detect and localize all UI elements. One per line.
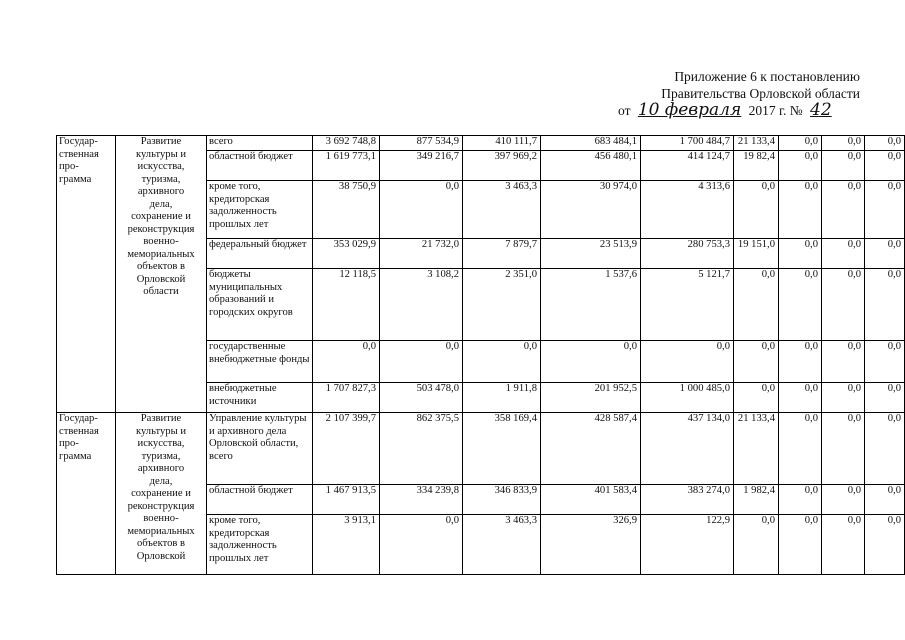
amount-cell: 503 478,0	[380, 383, 463, 413]
handwritten-date: 10 февраля	[637, 100, 742, 120]
amount-cell: 0,0	[865, 239, 905, 269]
header-line-2: Правительства Орловской области	[661, 86, 860, 101]
amount-cell: 0,0	[734, 515, 779, 575]
amount-cell: 1 982,4	[734, 485, 779, 515]
amount-cell: 0,0	[822, 151, 865, 181]
amount-cell: 0,0	[865, 413, 905, 485]
amount-cell: 877 534,9	[380, 136, 463, 151]
funding-source-cell: областной бюджет	[207, 151, 313, 181]
amount-cell: 353 029,9	[313, 239, 380, 269]
amount-cell: 0,0	[380, 341, 463, 383]
amount-cell: 122,9	[641, 515, 734, 575]
amount-cell: 0,0	[734, 181, 779, 239]
amount-cell: 12 118,5	[313, 269, 380, 341]
amount-cell: 437 134,0	[641, 413, 734, 485]
amount-cell: 0,0	[822, 383, 865, 413]
amount-cell: 30 974,0	[541, 181, 641, 239]
amount-cell: 21 133,4	[734, 136, 779, 151]
amount-cell: 2 351,0	[463, 269, 541, 341]
amount-cell: 0,0	[865, 269, 905, 341]
funding-source-cell: кроме того, кредиторская задолженность прошлых лет	[207, 515, 313, 575]
amount-cell: 0,0	[779, 413, 822, 485]
amount-cell: 349 216,7	[380, 151, 463, 181]
amount-cell: 862 375,5	[380, 413, 463, 485]
amount-cell: 19 151,0	[734, 239, 779, 269]
amount-cell: 414 124,7	[641, 151, 734, 181]
amount-cell: 401 583,4	[541, 485, 641, 515]
amount-cell: 410 111,7	[463, 136, 541, 151]
amount-cell: 3 108,2	[380, 269, 463, 341]
amount-cell: 0,0	[313, 341, 380, 383]
funding-source-cell: государственные внебюджетные фонды	[207, 341, 313, 383]
amount-cell: 0,0	[865, 485, 905, 515]
amount-cell: 0,0	[779, 485, 822, 515]
funding-source-cell: внебюджетные источники	[207, 383, 313, 413]
funding-source-cell: областной бюджет	[207, 485, 313, 515]
amount-cell: 0,0	[865, 515, 905, 575]
amount-cell: 0,0	[865, 181, 905, 239]
amount-cell: 21 732,0	[380, 239, 463, 269]
table-row	[57, 136, 905, 151]
amount-cell: 0,0	[779, 383, 822, 413]
amount-cell: 0,0	[779, 136, 822, 151]
amount-cell: 23 513,9	[541, 239, 641, 269]
amount-cell: 0,0	[734, 341, 779, 383]
amount-cell: 0,0	[779, 269, 822, 341]
amount-cell: 383 274,0	[641, 485, 734, 515]
amount-cell: 0,0	[822, 485, 865, 515]
amount-cell: 0,0	[822, 515, 865, 575]
amount-cell: 2 107 399,7	[313, 413, 380, 485]
budget-table	[56, 135, 905, 575]
funding-source-cell: Управление культуры и архивного дела Орловской области, всего	[207, 413, 313, 485]
amount-cell: 21 133,4	[734, 413, 779, 485]
amount-cell: 0,0	[380, 181, 463, 239]
amount-cell: 280 753,3	[641, 239, 734, 269]
amount-cell: 201 952,5	[541, 383, 641, 413]
amount-cell: 19 82,4	[734, 151, 779, 181]
amount-cell: 0,0	[641, 341, 734, 383]
funding-source-cell: федеральный бюджет	[207, 239, 313, 269]
amount-cell: 0,0	[822, 341, 865, 383]
amount-cell: 0,0	[734, 383, 779, 413]
amount-cell: 5 121,7	[641, 269, 734, 341]
amount-cell: 0,0	[779, 515, 822, 575]
amount-cell: 0,0	[541, 341, 641, 383]
table-body	[57, 136, 905, 575]
amount-cell: 0,0	[779, 181, 822, 239]
program-type-cell: Государ- ственная про- грамма	[57, 136, 116, 413]
program-type-cell: Государ- ственная про- грамма	[57, 413, 116, 575]
amount-cell: 0,0	[779, 151, 822, 181]
handwritten-number: 42	[810, 100, 832, 120]
document-header	[560, 68, 860, 119]
amount-cell: 0,0	[822, 269, 865, 341]
amount-cell: 0,0	[822, 181, 865, 239]
amount-cell: 1 467 913,5	[313, 485, 380, 515]
amount-cell: 0,0	[463, 341, 541, 383]
date-prefix: от	[618, 103, 631, 118]
amount-cell: 0,0	[779, 341, 822, 383]
amount-cell: 0,0	[779, 239, 822, 269]
amount-cell: 4 313,6	[641, 181, 734, 239]
amount-cell: 1 000 485,0	[641, 383, 734, 413]
funding-source-cell: кроме того, кредиторская задолженность прошлых лет	[207, 181, 313, 239]
amount-cell: 456 480,1	[541, 151, 641, 181]
amount-cell: 0,0	[380, 515, 463, 575]
amount-cell: 358 169,4	[463, 413, 541, 485]
amount-cell: 326,9	[541, 515, 641, 575]
amount-cell: 0,0	[865, 136, 905, 151]
amount-cell: 0,0	[865, 151, 905, 181]
header-line-1: Приложение 6 к постановлению	[674, 69, 860, 84]
amount-cell: 38 750,9	[313, 181, 380, 239]
funding-source-cell: всего	[207, 136, 313, 151]
amount-cell: 0,0	[822, 413, 865, 485]
amount-cell: 1 707 827,3	[313, 383, 380, 413]
amount-cell: 3 463,3	[463, 181, 541, 239]
program-name-cell: Развитие культуры и искусства, туризма, архивного дела, сохранение и реконструкция военно- мемориальных объектов в Орловской	[116, 413, 207, 575]
amount-cell: 3 913,1	[313, 515, 380, 575]
amount-cell: 1 619 773,1	[313, 151, 380, 181]
amount-cell: 3 463,3	[463, 515, 541, 575]
amount-cell: 1 537,6	[541, 269, 641, 341]
header-date-line	[560, 102, 860, 119]
amount-cell: 397 969,2	[463, 151, 541, 181]
funding-source-cell: бюджеты муниципальных образований и городских округов	[207, 269, 313, 341]
amount-cell: 346 833,9	[463, 485, 541, 515]
amount-cell: 0,0	[865, 383, 905, 413]
amount-cell: 334 239,8	[380, 485, 463, 515]
table-row	[57, 413, 905, 485]
amount-cell: 3 692 748,8	[313, 136, 380, 151]
amount-cell: 0,0	[822, 239, 865, 269]
amount-cell: 0,0	[822, 136, 865, 151]
amount-cell: 683 484,1	[541, 136, 641, 151]
amount-cell: 7 879,7	[463, 239, 541, 269]
program-name-cell: Развитие культуры и искусства, туризма, архивного дела, сохранение и реконструкция военно- мемориальных объектов в Орловской области	[116, 136, 207, 413]
amount-cell: 1 700 484,7	[641, 136, 734, 151]
amount-cell: 428 587,4	[541, 413, 641, 485]
amount-cell: 0,0	[734, 269, 779, 341]
amount-cell: 0,0	[865, 341, 905, 383]
amount-cell: 1 911,8	[463, 383, 541, 413]
date-suffix: 2017 г. №	[748, 103, 803, 118]
